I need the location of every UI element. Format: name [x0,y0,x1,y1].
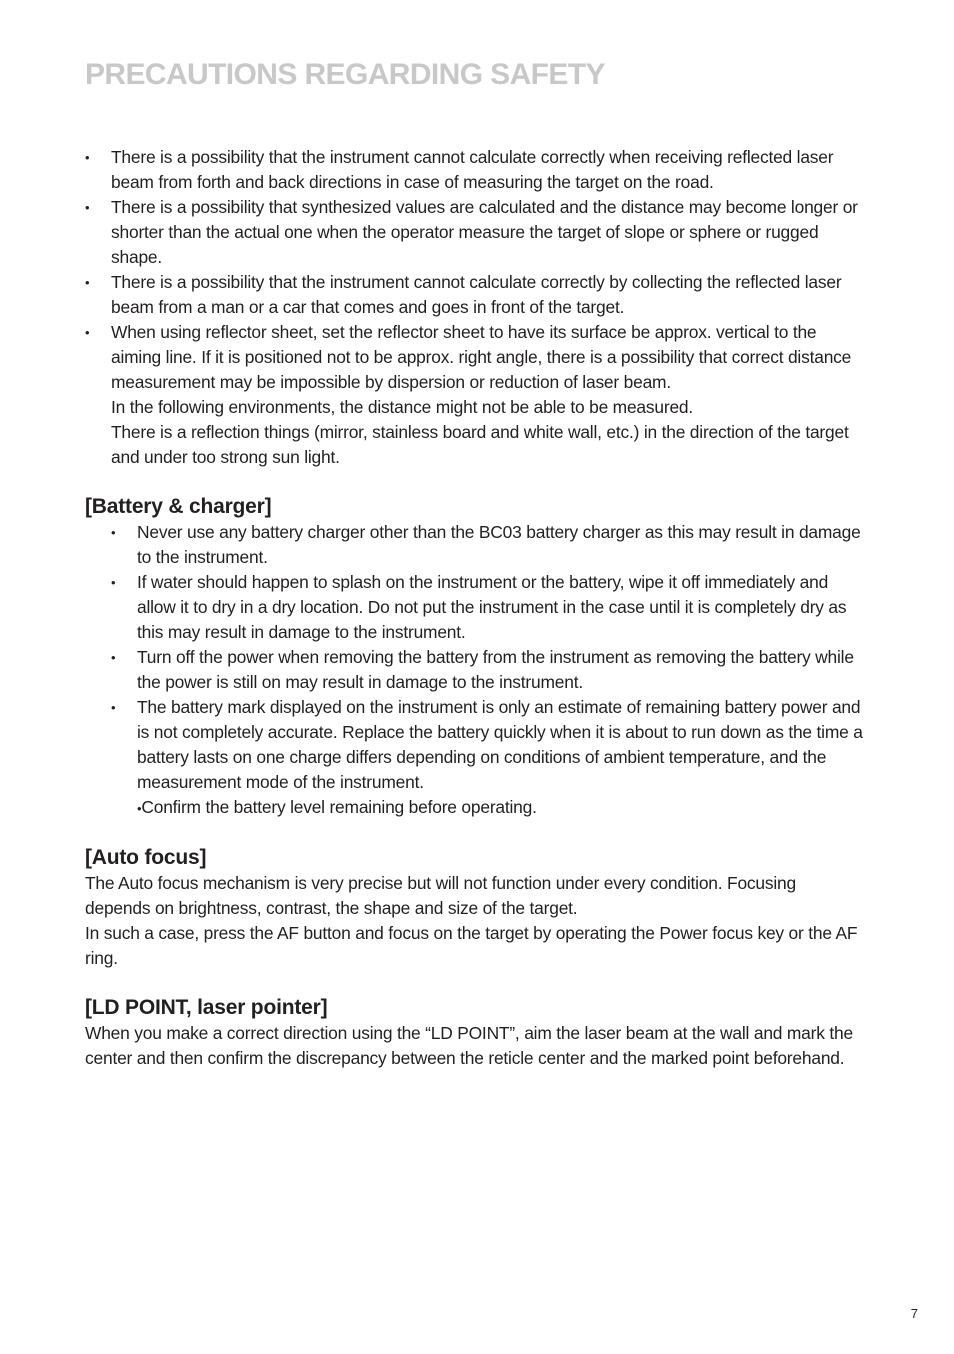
page-number: 7 [910,1306,918,1321]
list-item-text: • The battery mark displayed on the instrument is only an estimate of remaining battery power and is not completely accurate. Replace the battery quickly when it is about to run down as the time a battery lasts on one charge differs depending on conditions of ambient temperature, and the measurement mode of the instrument. [137,697,863,792]
list-item [111,695,865,821]
list-item: • There is a possibility that the instrument cannot calculate correctly when receiving reflected laser beam from forth and back directions in case of measuring the target on the road. [85,145,865,195]
environment-note: There is a reflection things (mirror, stainless board and white wall, etc.) in the direction of the target and under too strong sun light. [111,422,849,467]
list-item: • There is a possibility that the instrument cannot calculate correctly by collecting the reflected laser beam from a man or a car that comes and goes in front of the target. [85,270,865,320]
auto-focus-heading: [Auto focus] [85,846,207,869]
general-precautions-list [85,145,865,470]
auto-focus-text [85,871,865,971]
list-item [85,320,865,470]
page-content [85,145,865,1071]
battery-charger-list [111,520,865,821]
battery-note: • Confirm the battery level remaining before operating. [137,795,865,821]
list-item: • Never use any battery charger other than the BC03 battery charger as this may result in damage to the instrument. [111,520,865,570]
ld-point-heading: [LD POINT, laser pointer] [85,996,328,1019]
paragraph: In such a case, press the AF button and focus on the target by operating the Power focus key or the AF ring. [85,923,858,968]
list-item-text: • When using reflector sheet, set the reflector sheet to have its surface be approx. vertical to the aiming line. If it is positioned not to be approx. right angle, there is a possibility that correct distance measurement may be impossible by dispersion or reduction of laser beam. [111,322,852,392]
paragraph: When you make a correct direction using the “LD POINT”, aim the laser beam at the wall and mark the center and then confirm the discrepancy between the reticle center and the marked point beforehand. [85,1023,853,1068]
page-title: PRECAUTIONS REGARDING SAFETY [85,58,605,91]
list-item: • There is a possibility that synthesized values are calculated and the distance may become longer or shorter than the actual one when the operator measure the target of slope or sphere or rugged shape. [85,195,865,270]
list-item: • If water should happen to splash on the instrument or the battery, wipe it off immediately and allow it to dry in a dry location. Do not put the instrument in the case until it is completely dry as this may result in damage to the instrument. [111,570,865,645]
paragraph: The Auto focus mechanism is very precise but will not function under every condition. Focusing depends on brightness, contrast, the shape and size of the target. [85,873,797,918]
environment-note: In the following environments, the distance might not be able to be measured. [111,397,694,417]
battery-charger-heading: [Battery & charger] [85,495,272,518]
list-item: • Turn off the power when removing the battery from the instrument as removing the battery while the power is still on may result in damage to the instrument. [111,645,865,695]
ld-point-text [85,1021,865,1071]
